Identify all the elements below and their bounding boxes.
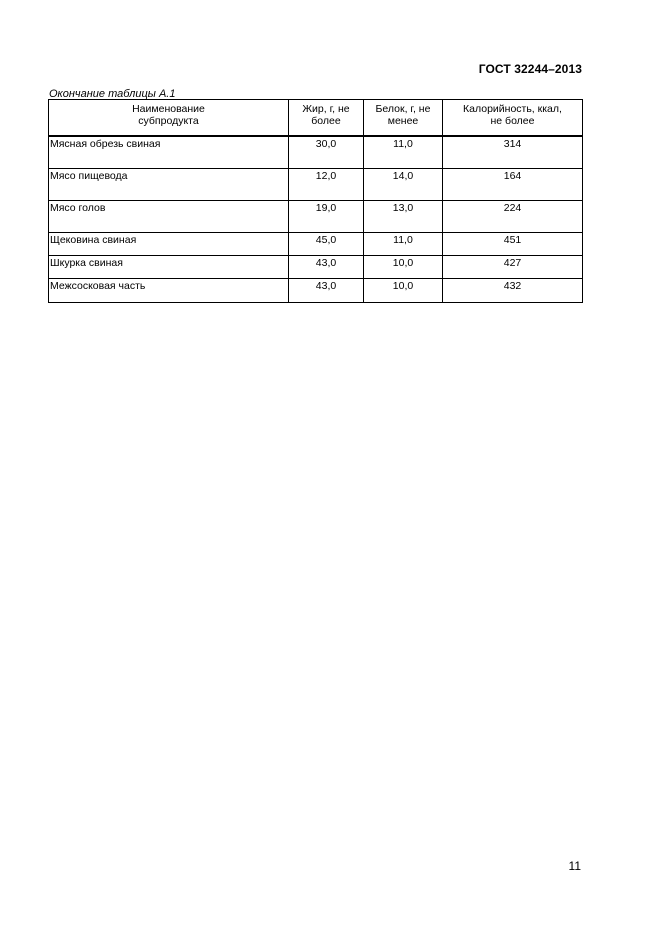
table-caption: Окончание таблицы А.1 (49, 88, 176, 100)
cell-fat: 43,0 (289, 256, 364, 279)
column-header-protein: Белок, г, не менее (364, 100, 443, 137)
cell-calories: 427 (443, 256, 583, 279)
nutrition-table (48, 99, 583, 303)
column-header-fat: Жир, г, не более (289, 100, 364, 137)
cell-name: Шкурка свиная (49, 256, 289, 279)
cell-fat: 19,0 (289, 201, 364, 233)
cell-calories: 164 (443, 169, 583, 201)
cell-protein: 11,0 (364, 233, 443, 256)
table-row (49, 233, 583, 256)
column-header-calories: Калорийность, ккал, не более (443, 100, 583, 137)
cell-name: Мясо голов (49, 201, 289, 233)
table-header-row (49, 100, 583, 137)
cell-protein: 13,0 (364, 201, 443, 233)
standard-designation: ГОСТ 32244–2013 (478, 62, 582, 76)
table-row (49, 256, 583, 279)
table-row (49, 136, 583, 169)
cell-name: Мясная обрезь свиная (49, 136, 289, 169)
cell-calories: 314 (443, 136, 583, 169)
cell-name: Межсосковая часть (49, 279, 289, 303)
column-header-name: Наименование субпродукта (49, 100, 289, 137)
cell-protein: 10,0 (364, 256, 443, 279)
cell-fat: 43,0 (289, 279, 364, 303)
cell-calories: 451 (443, 233, 583, 256)
table-row (49, 169, 583, 201)
cell-fat: 12,0 (289, 169, 364, 201)
cell-fat: 45,0 (289, 233, 364, 256)
cell-name: Мясо пищевода (49, 169, 289, 201)
cell-calories: 432 (443, 279, 583, 303)
cell-protein: 10,0 (364, 279, 443, 303)
table-row (49, 279, 583, 303)
cell-fat: 30,0 (289, 136, 364, 169)
table-row (49, 201, 583, 233)
cell-name: Щековина свиная (49, 233, 289, 256)
cell-protein: 11,0 (364, 136, 443, 169)
cell-protein: 14,0 (364, 169, 443, 201)
cell-calories: 224 (443, 201, 583, 233)
page-number: 11 (568, 859, 581, 873)
